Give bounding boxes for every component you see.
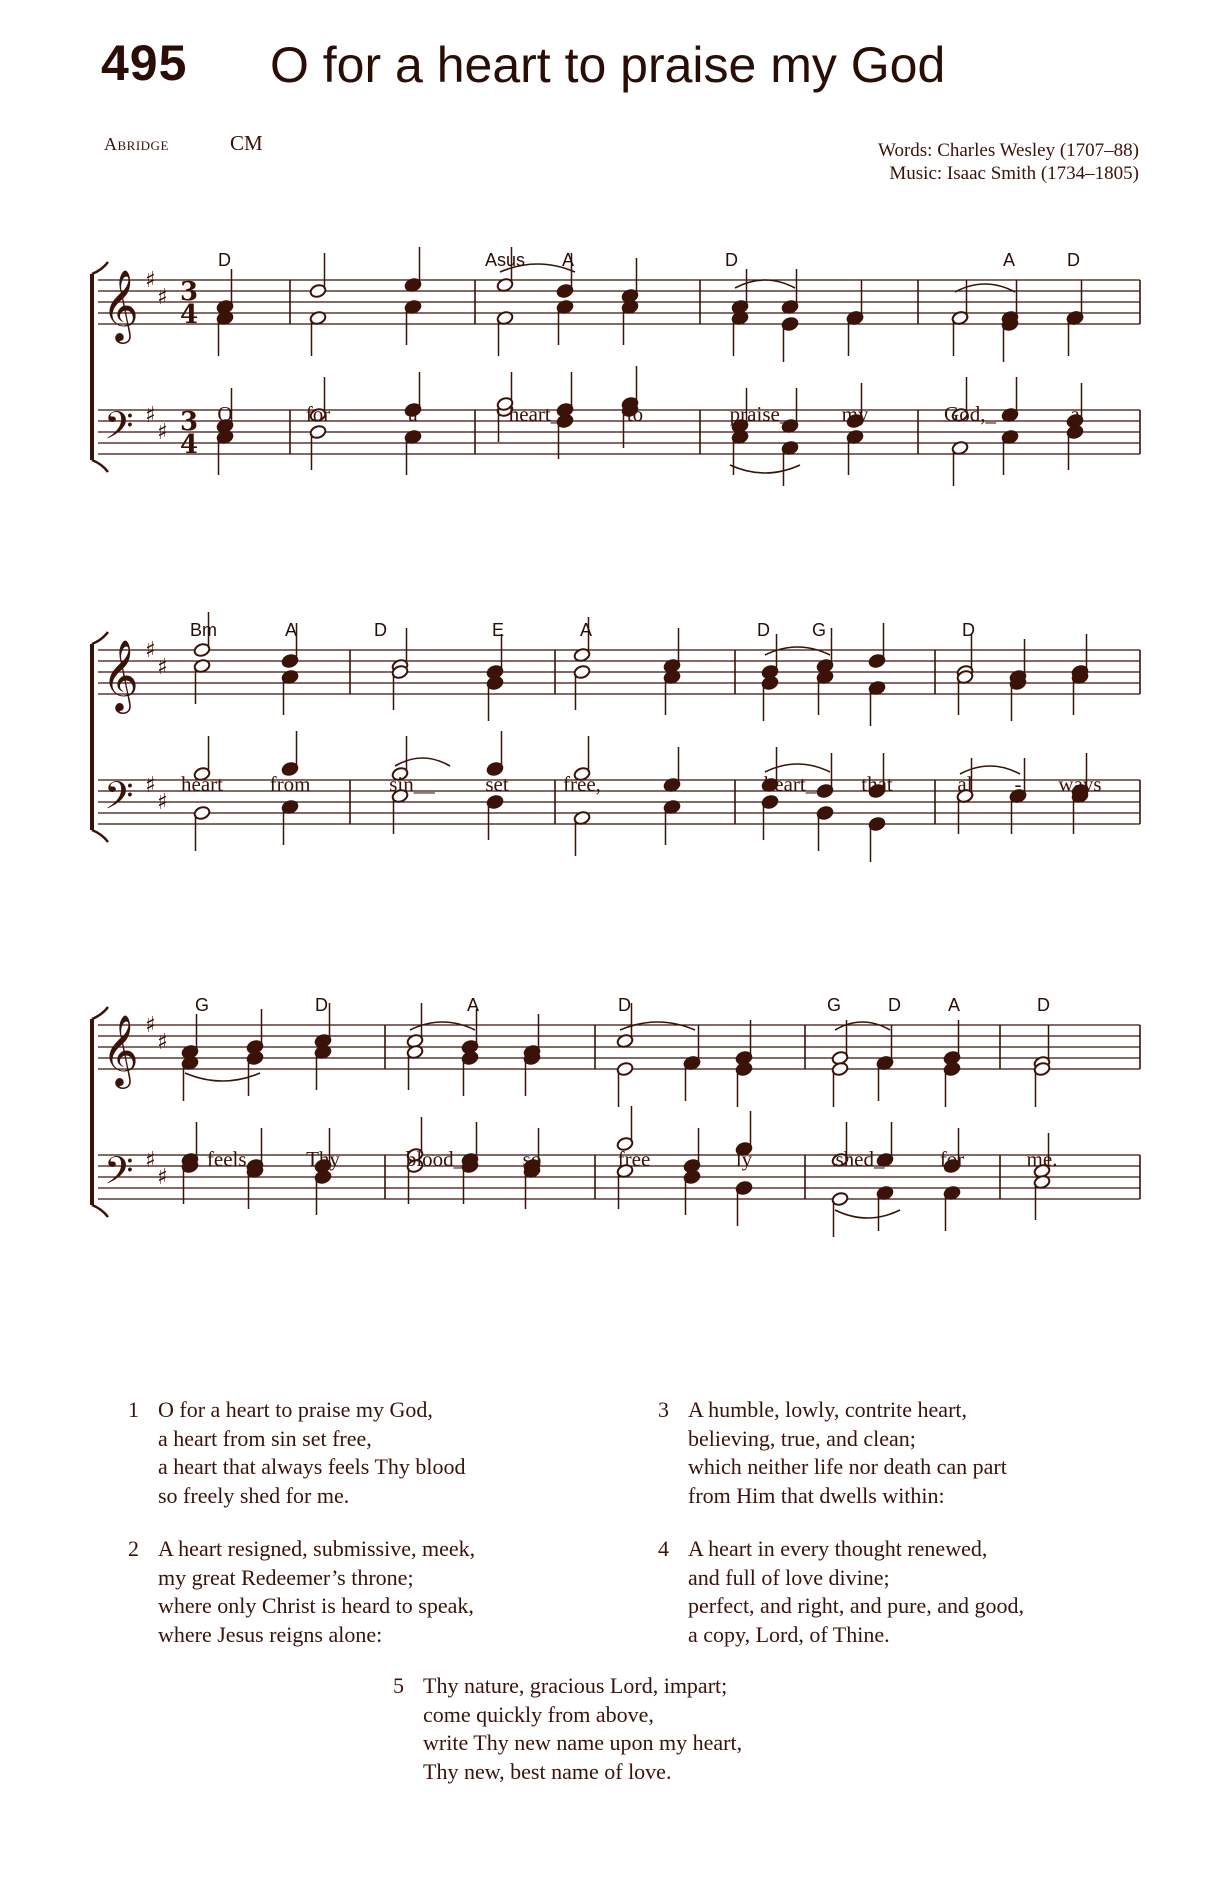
lyric-syllable: Thy (306, 1147, 340, 1171)
time-signature: 3 (180, 407, 199, 437)
chord-symbol: D (618, 995, 631, 1015)
treble-clef: 𝄞 (102, 268, 139, 341)
lyric-syllable: feels_ (206, 1147, 258, 1171)
verse-line: A heart resigned, submissive, meek, (158, 1536, 476, 1561)
chord-symbol: D (757, 620, 770, 640)
chord-symbol: D (218, 250, 231, 270)
chord-symbol: D (315, 995, 328, 1015)
time-signature: 3 (180, 277, 199, 307)
lyric-syllable: - (688, 1147, 696, 1171)
music-system-3 (0, 975, 1217, 1315)
verse-1 (128, 1396, 466, 1510)
chord-symbol: D (1067, 250, 1080, 270)
slur (735, 280, 795, 288)
verse-line: a heart that always feels Thy blood (158, 1454, 466, 1479)
verse-number: 4 (658, 1536, 669, 1561)
verse-line: Thy nature, gracious Lord, impart; (423, 1673, 728, 1698)
music-credit: Music: Isaac Smith (1734–1805) (889, 163, 1139, 184)
verse-number: 2 (128, 1536, 139, 1561)
lyric-syllable: free (617, 1147, 651, 1171)
chord-symbol: D (962, 620, 975, 640)
verse-line: believing, true, and clean; (688, 1425, 916, 1451)
treble-clef: 𝄞 (102, 638, 139, 711)
verse-line: Thy new, best name of love. (423, 1758, 672, 1784)
treble-clef: 𝄞 (102, 1013, 139, 1086)
hymn-number: 495 (101, 35, 188, 91)
verse-3 (658, 1396, 1007, 1510)
verse-line: a heart from sin set free, (158, 1425, 372, 1451)
chord-symbol: Bm (190, 620, 217, 640)
bracket-cap (92, 460, 108, 472)
lyric-syllable: from (269, 772, 311, 796)
lyric-syllable: O (217, 402, 233, 426)
lyric-syllable: a (667, 772, 677, 796)
slur (395, 758, 450, 766)
lyric-syllable: ly (735, 1147, 753, 1171)
lyric-syllable: so (522, 1147, 542, 1171)
lyric-syllable: - (1014, 772, 1022, 796)
chord-symbol: A (580, 620, 593, 640)
chord-symbol: G (827, 995, 842, 1015)
chord-symbol: D (374, 620, 387, 640)
verse-line: come quickly from above, (423, 1701, 654, 1727)
sharp-sign: ♯ (157, 285, 168, 310)
verse-number: 1 (128, 1397, 139, 1422)
chord-symbol: G (195, 995, 210, 1015)
music-system-2 (0, 600, 1217, 940)
verse-line: A heart in every thought renewed, (688, 1536, 988, 1561)
lyric-syllable: free, (563, 772, 601, 796)
lyric-syllable: ways (1058, 772, 1102, 796)
lyric-syllable: a (408, 402, 418, 426)
slur (410, 1022, 475, 1030)
chord-symbol: A (467, 995, 480, 1015)
meter: CM (230, 131, 263, 155)
staff-graphics (0, 600, 1217, 940)
bass-clef: 𝄢 (104, 773, 134, 827)
verse-line: a copy, Lord, of Thine. (688, 1621, 890, 1647)
lyric-syllable: set (485, 772, 509, 796)
bass-clef: 𝄢 (104, 1148, 134, 1202)
staff-graphics (0, 975, 1217, 1315)
lyric-syllable: me. (1026, 1147, 1058, 1171)
slur (765, 647, 830, 655)
chord-symbol: A (562, 250, 575, 270)
sharp-sign: ♯ (157, 1030, 168, 1055)
verse-line: A humble, lowly, contrite heart, (688, 1397, 968, 1422)
verse-line: so freely shed for me. (158, 1482, 350, 1508)
chord-symbol: A (948, 995, 961, 1015)
chord-symbol: Asus (485, 250, 526, 270)
verse-number: 3 (658, 1397, 669, 1422)
verse-line: where only Christ is heard to speak, (158, 1593, 474, 1618)
verse-line: where Jesus reigns alone: (158, 1621, 383, 1647)
verse-line: and full of love divine; (688, 1564, 890, 1590)
lyric-syllable: sin__ (389, 772, 435, 796)
bracket-cap (92, 1205, 108, 1217)
time-signature: 4 (180, 300, 199, 330)
chord-symbol: D (1037, 995, 1050, 1015)
verse-line: write Thy new name upon my heart, (423, 1730, 743, 1755)
chord-symbol: D (725, 250, 738, 270)
sharp-sign: ♯ (145, 268, 156, 293)
lyric-syllable: shed_ (835, 1147, 885, 1171)
words-credit: Words: Charles Wesley (1707–88) (878, 140, 1139, 161)
chord-symbol: A (285, 620, 298, 640)
verse-line: perfect, and right, and pure, and good, (688, 1593, 1024, 1618)
chord-symbol: G (812, 620, 827, 640)
chord-symbol: E (492, 620, 505, 640)
sharp-sign: ♯ (157, 420, 168, 445)
tune-name: Abridge (104, 134, 169, 154)
verse-line: which neither life nor death can part (688, 1454, 1007, 1479)
sharp-sign: ♯ (145, 638, 156, 663)
bass-clef: 𝄢 (104, 403, 134, 457)
slur (730, 465, 800, 473)
lyric-syllable: God,_ (944, 402, 996, 426)
sharp-sign: ♯ (157, 790, 168, 815)
lyric-syllable: heart (181, 772, 223, 796)
lyric-syllable: heart_ (508, 402, 562, 426)
verse-line: O for a heart to praise my God, (158, 1397, 433, 1422)
lyric-syllable: to (626, 402, 644, 426)
slur (765, 764, 830, 772)
lyric-syllable: for (305, 402, 331, 426)
verse-line: my great Redeemer’s throne; (158, 1564, 414, 1590)
verse-line: from Him that dwells within: (688, 1482, 945, 1508)
lyric-syllable: that (861, 772, 893, 796)
chord-symbol: D (888, 995, 901, 1015)
sharp-sign: ♯ (157, 1165, 168, 1190)
slur (835, 1210, 900, 1218)
verse-4 (658, 1535, 1024, 1649)
sharp-sign: ♯ (145, 773, 156, 798)
lyric-syllable: for (939, 1147, 965, 1171)
chord-symbol: A (1003, 250, 1016, 270)
sharp-sign: ♯ (145, 403, 156, 428)
bracket-cap (92, 830, 108, 842)
sharp-sign: ♯ (157, 655, 168, 680)
verse-5 (393, 1672, 743, 1786)
music-system-1 (0, 230, 1217, 570)
lyric-syllable: a (1070, 402, 1080, 426)
lyric-syllable: heart_ (763, 772, 817, 796)
sharp-sign: ♯ (145, 1013, 156, 1038)
lyric-syllable: my (841, 402, 869, 426)
verse-number: 5 (393, 1673, 404, 1698)
slur (835, 1022, 890, 1030)
sharp-sign: ♯ (145, 1148, 156, 1173)
time-signature: 4 (180, 430, 199, 460)
credits (878, 139, 1139, 185)
hymn-title: O for a heart to praise my God (270, 37, 946, 93)
lyric-syllable: blood_ (405, 1147, 465, 1171)
lyric-syllable: al (957, 772, 973, 796)
staff-graphics (0, 230, 1217, 570)
verse-2 (128, 1535, 476, 1649)
lyric-syllable: praise_ (729, 402, 791, 426)
